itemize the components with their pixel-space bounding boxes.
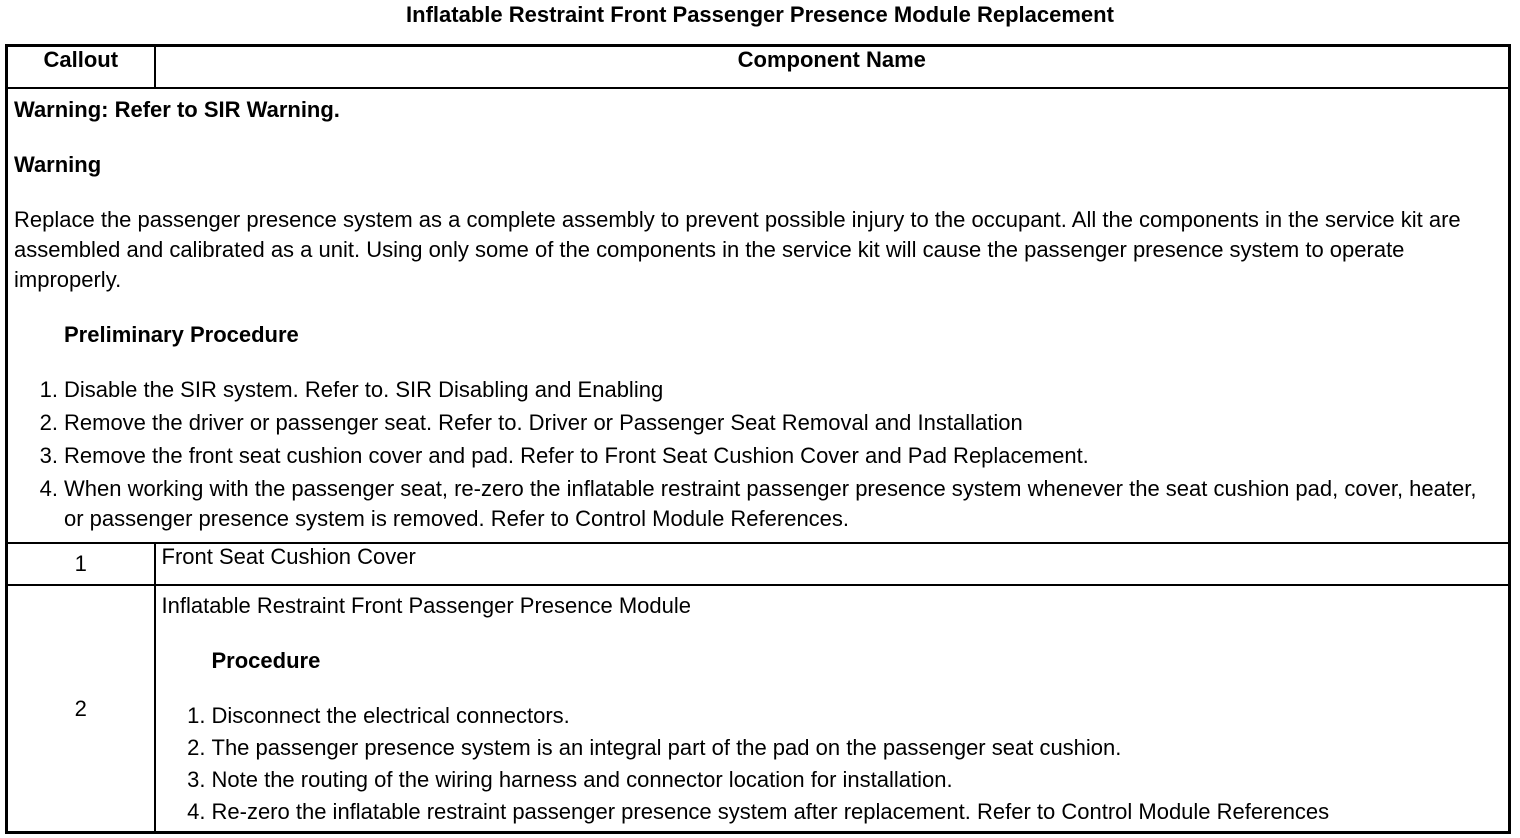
page-title: Inflatable Restraint Front Passenger Presence Module Replacement [406, 2, 1114, 27]
intro-row [7, 88, 1510, 543]
table-row [7, 585, 1510, 833]
step-number: 2. [187, 735, 206, 760]
warning-text: Replace the passenger presence system as a complete assembly to prevent possible injury to the occupant. All the components in the service kit are assembled and calibrated as a unit. Using only some of the components in the service kit will cause the passenger presence system to operate improperly. [14, 207, 1461, 292]
step-number: 4. [39, 476, 58, 501]
procedure-steps-list [162, 701, 1503, 827]
callout-number: 2 [7, 585, 155, 833]
callout-header: Callout [7, 46, 155, 89]
step-text: Disconnect the electrical connectors. [211, 703, 570, 728]
step-number: 1. [39, 377, 58, 402]
preliminary-steps-list [14, 375, 1500, 534]
step-number: 4. [187, 799, 206, 824]
list-item [162, 733, 1503, 763]
component-table [5, 44, 1511, 834]
table-header-row [7, 46, 1510, 89]
step-text: Disable the SIR system. Refer to. SIR Disabling and Enabling [64, 377, 664, 402]
component-cell [155, 585, 1510, 833]
procedure-heading: Procedure [211, 648, 321, 673]
step-number: 3. [187, 767, 206, 792]
step-text: Remove the front seat cushion cover and pad. Refer to Front Seat Cushion Cover and Pad Replacement. [64, 443, 1089, 468]
component-name: Front Seat Cushion Cover [155, 543, 1510, 585]
warning-reference: Warning: Refer to SIR Warning. [14, 97, 340, 122]
step-number: 2. [39, 410, 58, 435]
step-text: Note the routing of the wiring harness and connector location for installation. [211, 767, 953, 792]
list-item [162, 797, 1503, 827]
step-number: 3. [39, 443, 58, 468]
step-number: 1. [187, 703, 206, 728]
component-name-header: Component Name [155, 46, 1510, 89]
step-text: Re-zero the inflatable restraint passenger presence system after replacement. Refer to Control Module References [211, 799, 1330, 824]
list-item [14, 474, 1500, 534]
list-item [162, 765, 1503, 795]
intro-cell [7, 88, 1510, 543]
step-text: When working with the passenger seat, re-zero the inflatable restraint passenger presence system whenever the seat cushion pad, cover, heater, or passenger presence system is removed. Refer to Control Module References. [64, 476, 1477, 531]
component-name: Inflatable Restraint Front Passenger Presence Module [161, 593, 692, 618]
list-item [14, 375, 1500, 405]
warning-label: Warning [14, 152, 102, 177]
preliminary-procedure-heading: Preliminary Procedure [64, 322, 299, 347]
callout-number: 1 [7, 543, 155, 585]
list-item [14, 441, 1500, 471]
list-item [162, 701, 1503, 731]
table-row [7, 543, 1510, 585]
step-text: Remove the driver or passenger seat. Refer to. Driver or Passenger Seat Removal and Installation [64, 410, 1023, 435]
step-text: The passenger presence system is an integral part of the pad on the passenger seat cushion. [211, 735, 1122, 760]
list-item [14, 408, 1500, 438]
